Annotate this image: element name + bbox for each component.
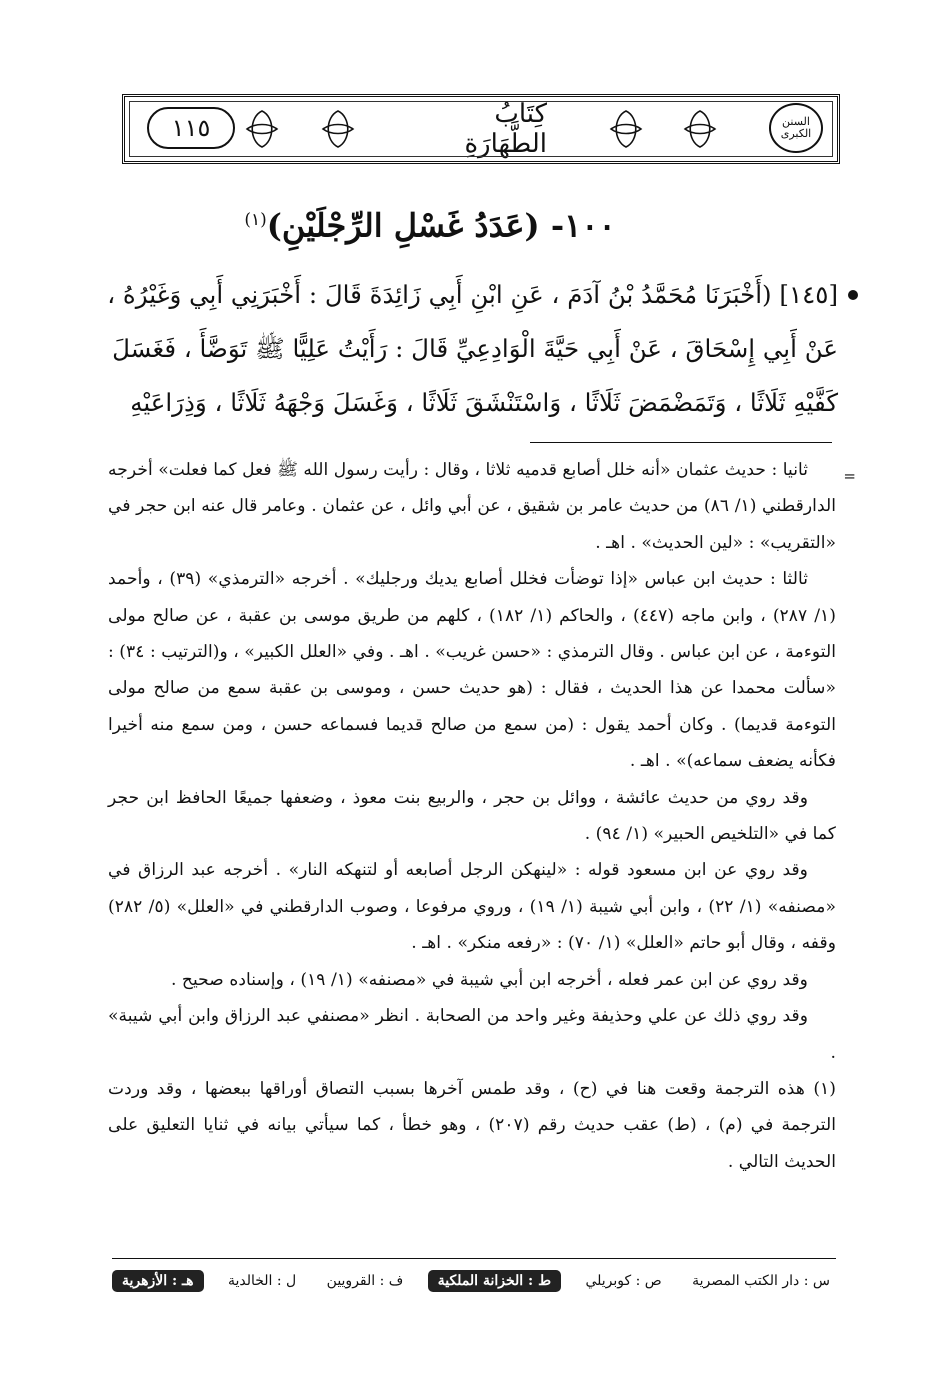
ornament-knot-icon bbox=[683, 109, 717, 149]
legend-item: س : دار الكتب المصرية bbox=[692, 1273, 830, 1289]
legend-divider bbox=[112, 1258, 836, 1259]
footnote-paragraph: وقد روي عن ابن مسعود قوله : «لينهكن الرجل أصابعه أو لتنهكه النار» . أخرجه عبد الرزاق في «مصنفه» (١/ ٢٢) ، وابن أبي شيبة (١/ ١٩) ، وروي مرفوعا ، وصوب الدارقطني في «العلل» (٥/ ٢٨٢) وقفه ، وقال أبو حاتم «العلل» (١/ ٧٠) : «رفعه منكر» . اهـ . bbox=[108, 860, 836, 954]
ornament-knot-icon bbox=[321, 109, 355, 149]
page-number: ١١٥ bbox=[147, 107, 235, 149]
legend-item-highlight: هـ : الأزهرية bbox=[112, 1270, 204, 1292]
ornament-knot-icon bbox=[245, 109, 279, 149]
bullet-icon bbox=[848, 290, 858, 300]
hadith-line: كَفَّيْهِ ثَلَاثًا ، وَتَمَضْمَضَ ثَلَاثًا ، وَاسْتَنْشَقَ ثَلَاثًا ، وَغَسَلَ وَجْهَهُ ثَلَاثًا ، وَذِرَاعَيْهِ bbox=[130, 388, 838, 417]
book-title: كِتَابُ الطَّهَارَةِ bbox=[464, 99, 547, 159]
ornament-knot-icon bbox=[609, 109, 643, 149]
footnote-ref: (١) bbox=[244, 210, 267, 230]
footnote-divider bbox=[530, 442, 832, 443]
page-header bbox=[122, 94, 840, 164]
footnote-paragraph: وقد روي من حديث عائشة ، ووائل بن حجر ، والربيع بنت معوذ ، وضعفها جميعًا الحافظ ابن حجر كما في «التلخيص الحبير» (١/ ٩٤) . bbox=[108, 787, 836, 845]
continuation-mark: = bbox=[843, 467, 856, 485]
chapter-heading-text: ١٠٠- (عَدَدُ غَسْلِ الرِّجْلَيْنِ) bbox=[266, 206, 616, 245]
chapter-heading bbox=[200, 192, 660, 248]
legend-item: ل : الخالدية bbox=[227, 1273, 297, 1289]
footnote-paragraph: وقد روي عن ابن عمر فعله ، أخرجه ابن أبي شيبة في «مصنفه» (١/ ١٩) ، وإسناده صحيح . bbox=[170, 969, 808, 990]
legend-item-highlight: ط : الخزانة الملكية bbox=[428, 1270, 561, 1292]
footnote-paragraph: ثانيا : حديث عثمان «أنه خلل أصابع قدميه ثلاثا ، وقال : رأيت رسول الله ﷺ فعل كما فعلت» أخرجه الدارقطني (١/ ٨٦) من حديث عامر بن شقيق ، عن أبي وائل ، عن عثمان . وعامر قال عنه ابن حجر في «التقريب» : «لين الحديث» . اهـ . bbox=[108, 460, 836, 553]
manuscript-legend bbox=[112, 1264, 836, 1298]
series-logo bbox=[769, 103, 823, 153]
footnote-paragraph: (١) هذه الترجمة وقعت هنا في (ح) ، وقد طمس آخرها بسبب التصاق أوراقها ببعضها ، وقد وردت الترجمة في (م) ، (ط) عقب حديث رقم (٢٠٧) ، وهو خطأ ، كما سيأتي بيانه في ثنايا التعليق على الحديث التالي . bbox=[108, 1078, 836, 1172]
footnote-paragraph: ثالثا : حديث ابن عباس «إذا توضأت فخلل أصابع يديك ورجليك» . أخرجه «الترمذي» (٣٩) ، وأحمد (١/ ٢٨٧) ، وابن ماجه (٤٤٧) ، والحاكم (١/ ١٨٢) ، كلهم من طريق موسى بن عقبة ، عن صالح مولى التوءمة ، عن ابن عباس . وقال الترمذي : «حسن غريب» . اهـ . وفي «العلل الكبير» ، و(الترتيب : ٣٤) : «سألت محمدا عن هذا الحديث ، فقال : (هو حديث حسن ، وموسى بن عقبة سمع من صالح مولى التوءمة قديما) . وكان أحمد يقول : (من سمع من صالح قديما فسماعه حسن ، ومن سمع منه أخيرا فكأنه يضعف سماعه)» . اهـ . bbox=[108, 569, 836, 772]
hadith-line: عَنْ أَبِي إِسْحَاقَ ، عَنْ أَبِي حَيَّةَ الْوَادِعِيِّ قَالَ : رَأَيْتُ عَلِيًّا ﷺ تَوَضَّأَ ، فَغَسَلَ bbox=[112, 334, 838, 363]
legend-item: ف : القرويين bbox=[326, 1273, 404, 1289]
hadith-text bbox=[104, 268, 838, 430]
hadith-line: [١٤٥] (أَخْبَرَنَا مُحَمَّدُ بْنُ آدَمَ ، عَنِ ابْنِ أَبِي زَائِدَةَ قَالَ : أَخْبَرَنِي أَبِي وَغَيْرُهُ ، bbox=[107, 280, 838, 309]
legend-item: ص : كوبريلي bbox=[585, 1273, 662, 1289]
footnotes bbox=[108, 452, 856, 1180]
series-logo-text: السنن الكبرى bbox=[780, 114, 812, 140]
footnote-paragraph: وقد روي ذلك عن علي وحذيفة وغير واحد من الصحابة . انظر «مصنفي عبد الرزاق وابن أبي شيبة» . bbox=[108, 1006, 836, 1063]
